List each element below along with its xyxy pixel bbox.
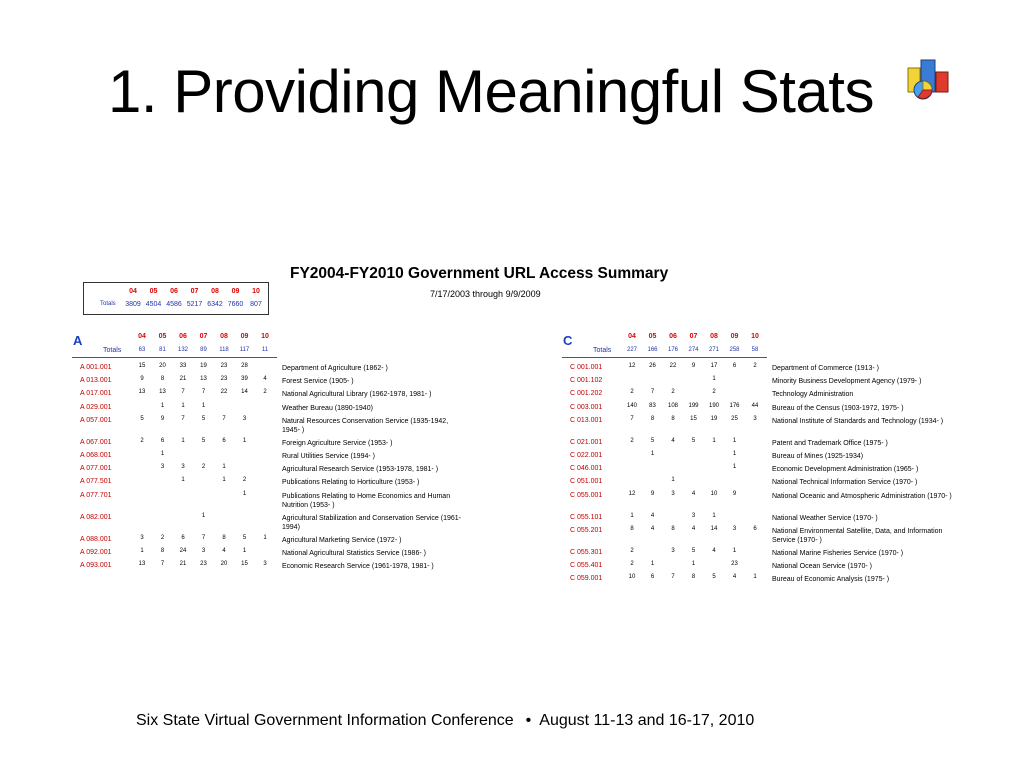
row-value: 1 <box>242 490 247 497</box>
row-value: 1 <box>712 512 716 519</box>
row-value: 28 <box>241 363 248 369</box>
row-value: 4 <box>732 574 737 581</box>
row-code: C 051.001 <box>570 478 603 486</box>
row-agency: Agricultural Stabilization and Conservation Service (1961-1994) <box>282 514 461 531</box>
row-value: 5 <box>201 437 206 444</box>
row-value: 44 <box>751 402 759 409</box>
row-value: 1 <box>263 534 267 541</box>
row-value: 7 <box>181 389 185 396</box>
row-value: 4 <box>712 547 716 554</box>
row-code: C 003.001 <box>570 403 603 411</box>
row-value: 4 <box>650 512 655 519</box>
row-value: 5 <box>650 437 655 444</box>
row-agency: National Ocean Service (1970- ) <box>772 563 872 570</box>
row-value: 7 <box>201 534 206 541</box>
row-value: 2 <box>630 561 634 567</box>
chart-logo-icon <box>906 54 956 100</box>
row-agency: Forest Service (1905- ) <box>282 378 354 386</box>
row-value: 3 <box>160 464 165 471</box>
row-agency: Weather Bureau (1890-1940) <box>282 404 373 412</box>
footer-dates: August 11-13 and 16-17, 2010 <box>539 712 755 729</box>
row-value: 3 <box>691 512 696 519</box>
row-value: 1 <box>222 464 226 471</box>
row-agency: Foreign Agriculture Service (1953- ) <box>282 439 393 447</box>
row-value: 7 <box>650 389 655 396</box>
row-value: 2 <box>242 477 247 484</box>
row-agency: National Marine Fisheries Service (1970- ) <box>772 549 904 557</box>
row-value: 8 <box>160 547 165 554</box>
row-value: 1 <box>732 547 737 554</box>
row-value: 21 <box>179 376 187 383</box>
row-value: 5 <box>201 415 206 422</box>
row-code: C 055.401 <box>570 562 603 569</box>
section-year-header: 10 <box>751 333 759 340</box>
summary-totals-label: Totals <box>100 301 116 307</box>
row-value: 3 <box>671 547 675 554</box>
section-total-value: 89 <box>200 347 207 353</box>
row-code: C 055.001 <box>570 491 603 499</box>
row-agency: National Environmental Satellite, Data, and Information Service (1970- ) <box>772 527 943 544</box>
row-value: 1 <box>650 561 655 567</box>
row-agency: Agricultural Marketing Service (1972- ) <box>282 536 402 544</box>
row-value: 9 <box>140 376 144 383</box>
row-agency: Rural Utilities Service (1994- ) <box>282 453 375 460</box>
section-totals-label: Totals <box>103 347 122 354</box>
row-value: 108 <box>667 402 678 409</box>
row-value: 1 <box>160 402 165 409</box>
row-value: 21 <box>179 561 187 567</box>
row-code: A 001.001 <box>80 364 112 371</box>
row-value: 8 <box>650 415 655 422</box>
row-value: 4 <box>691 490 696 497</box>
row-agency: National Weather Service (1970- ) <box>772 514 878 522</box>
summary-total-value: 5217 <box>186 301 203 308</box>
row-code: A 088.001 <box>80 535 112 543</box>
row-value: 9 <box>160 415 165 422</box>
section-year-header: 07 <box>689 333 698 340</box>
row-value: 1 <box>732 451 737 457</box>
summary-totals-box <box>83 282 269 315</box>
summary-year-header: 10 <box>252 288 260 295</box>
row-value: 2 <box>630 437 634 444</box>
row-value: 1 <box>753 574 757 581</box>
row-code: C 013.001 <box>570 416 603 424</box>
row-value: 1 <box>630 512 634 519</box>
row-value: 8 <box>671 415 675 422</box>
row-value: 19 <box>200 363 207 369</box>
section-year-header: 06 <box>669 333 677 340</box>
row-value: 176 <box>729 402 740 409</box>
row-agency: Publications Relating to Horticulture (1953- ) <box>282 479 420 487</box>
row-value: 3 <box>201 547 206 554</box>
section-year-header: 09 <box>240 333 249 340</box>
row-value: 1 <box>160 451 165 457</box>
row-value: 6 <box>181 534 185 541</box>
row-code: C 022.001 <box>570 452 603 459</box>
row-value: 8 <box>160 376 165 383</box>
section-letter: C <box>563 333 573 348</box>
row-agency: Agricultural Research Service (1953-1978, 1981- ) <box>282 466 439 474</box>
row-code: C 059.001 <box>570 575 603 583</box>
report-title: FY2004-FY2010 Government URL Access Summary <box>290 265 669 282</box>
row-value: 2 <box>630 389 634 396</box>
row-value: 25 <box>731 415 738 422</box>
summary-total-value: 4504 <box>145 301 162 308</box>
row-value: 3 <box>181 464 185 471</box>
row-code: A 092.001 <box>80 548 112 556</box>
section-letter: A <box>73 333 83 348</box>
row-value: 1 <box>650 451 655 457</box>
row-value: 4 <box>650 525 655 532</box>
section-year-header: 04 <box>138 333 146 340</box>
report-subtitle: 7/17/2003 through 9/9/2009 <box>430 289 541 299</box>
section-total-value: 132 <box>177 347 188 353</box>
row-agency: Bureau of Mines (1925-1934) <box>772 453 864 460</box>
row-value: 20 <box>159 363 166 369</box>
section-divider <box>72 357 277 358</box>
row-code: A 093.001 <box>80 562 112 569</box>
row-agency: Economic Development Administration (1965- ) <box>772 466 919 474</box>
section-year-header: 04 <box>628 333 636 340</box>
row-value: 6 <box>160 437 165 444</box>
row-value: 20 <box>220 561 228 567</box>
row-value: 4 <box>222 547 226 554</box>
row-value: 7 <box>201 389 206 396</box>
section-total-value: 258 <box>729 347 740 353</box>
row-code: C 046.001 <box>570 465 603 473</box>
row-agency: National Oceanic and Atmospheric Administration (1970- ) <box>772 492 952 500</box>
section-total-value: 81 <box>159 347 166 353</box>
section-total-value: 166 <box>647 347 658 353</box>
row-code: A 029.001 <box>80 403 112 411</box>
row-value: 199 <box>688 402 699 409</box>
row-value: 6 <box>753 525 757 532</box>
row-value: 3 <box>671 490 675 497</box>
row-value: 3 <box>263 561 267 567</box>
row-value: 33 <box>179 363 187 369</box>
summary-year-header: 07 <box>190 288 199 295</box>
row-value: 1 <box>712 376 716 383</box>
row-value: 7 <box>181 415 185 422</box>
row-value: 190 <box>708 402 719 409</box>
row-value: 7 <box>222 415 226 422</box>
section-total-value: 271 <box>708 347 719 353</box>
row-value: 5 <box>691 547 696 554</box>
row-value: 2 <box>201 464 206 471</box>
row-value: 1 <box>222 477 226 484</box>
row-value: 9 <box>691 363 696 369</box>
row-code: C 001.001 <box>570 364 603 371</box>
row-value: 5 <box>242 534 247 541</box>
row-value: 8 <box>630 525 634 532</box>
row-value: 3 <box>242 415 247 422</box>
row-code: C 055.301 <box>570 548 603 556</box>
row-value: 3 <box>753 415 757 422</box>
row-value: 8 <box>691 574 696 581</box>
row-value: 7 <box>630 415 634 422</box>
row-code: A 077.501 <box>80 478 112 486</box>
row-agency: National Technical Information Service (1970- ) <box>772 479 918 487</box>
section-year-header: 06 <box>179 333 187 340</box>
summary-total-value: 6342 <box>207 301 223 308</box>
footer-conference: Six State Virtual Government Information Conference <box>136 712 514 729</box>
row-value: 13 <box>200 376 207 383</box>
row-value: 14 <box>710 525 718 532</box>
row-value: 24 <box>179 547 187 554</box>
row-agency: Natural Resources Conservation Service (1935-1942, 1945- ) <box>282 417 449 434</box>
row-code: C 055.101 <box>570 513 603 521</box>
row-agency: Patent and Trademark Office (1975- ) <box>772 439 888 447</box>
row-code: A 077.001 <box>80 465 112 473</box>
row-value: 83 <box>649 402 656 409</box>
row-agency: Economic Research Service (1961-1978, 1981- ) <box>282 563 434 570</box>
section-year-header: 08 <box>710 333 718 340</box>
section-total-value: 118 <box>219 347 229 353</box>
row-code: C 001.202 <box>570 390 603 398</box>
row-value: 12 <box>628 490 636 497</box>
row-value: 4 <box>671 437 675 444</box>
row-value: 1 <box>732 464 737 471</box>
row-value: 4 <box>263 376 267 383</box>
row-value: 19 <box>710 415 718 422</box>
row-value: 2 <box>263 389 267 396</box>
summary-total-value: 4586 <box>166 301 182 308</box>
section-year-header: 07 <box>199 333 208 340</box>
row-value: 2 <box>671 389 675 396</box>
row-value: 23 <box>731 561 738 567</box>
row-value: 2 <box>630 547 634 554</box>
summary-year-header: 06 <box>170 288 178 295</box>
section-total-value: 227 <box>626 347 637 353</box>
row-value: 22 <box>220 389 228 396</box>
row-value: 15 <box>241 561 248 567</box>
row-value: 9 <box>732 490 737 497</box>
section-divider <box>562 357 767 358</box>
row-agency: Department of Agriculture (1862- ) <box>282 365 388 372</box>
row-agency: Bureau of Economic Analysis (1975- ) <box>772 576 890 584</box>
row-value: 1 <box>181 477 185 484</box>
row-value: 2 <box>712 389 716 396</box>
row-value: 7 <box>671 574 675 581</box>
row-value: 39 <box>241 376 248 383</box>
row-agency: National Institute of Standards and Technology (1934- ) <box>772 417 944 425</box>
section-year-header: 10 <box>261 333 269 340</box>
row-value: 6 <box>650 574 655 581</box>
summary-total-value: 7660 <box>227 301 244 308</box>
summary-total-value: 807 <box>250 301 262 308</box>
section-total-value: 176 <box>667 347 678 353</box>
row-value: 1 <box>181 437 185 444</box>
section-total-value: 11 <box>261 347 269 353</box>
section-total-value: 63 <box>138 347 146 353</box>
row-value: 5 <box>691 437 696 444</box>
row-value: 1 <box>242 547 247 554</box>
section-total-value: 274 <box>688 347 699 353</box>
row-value: 2 <box>140 437 144 444</box>
row-code: A 082.001 <box>80 513 112 521</box>
row-value: 15 <box>690 415 697 422</box>
row-value: 3 <box>732 525 737 532</box>
row-value: 23 <box>200 561 207 567</box>
section-year-header: 05 <box>158 333 167 340</box>
row-value: 13 <box>138 561 146 567</box>
summary-year-header: 08 <box>211 288 219 295</box>
row-value: 1 <box>671 477 675 484</box>
row-value: 1 <box>201 512 206 519</box>
section-year-header: 08 <box>220 333 228 340</box>
row-value: 4 <box>691 525 696 532</box>
row-code: A 068.001 <box>80 452 112 459</box>
slide-title: 1. Providing Meaningful Stats <box>108 58 874 125</box>
row-value: 6 <box>732 363 737 369</box>
row-value: 1 <box>140 547 144 554</box>
row-agency: Bureau of the Census (1903-1972, 1975- ) <box>772 404 904 412</box>
row-value: 1 <box>242 437 247 444</box>
row-agency: Department of Commerce (1913- ) <box>772 365 879 372</box>
row-value: 5 <box>140 415 144 422</box>
section-totals-label: Totals <box>593 347 612 354</box>
row-value: 9 <box>650 490 655 497</box>
summary-year-header: 05 <box>149 288 158 295</box>
row-code: A 057.001 <box>80 416 112 424</box>
row-value: 7 <box>160 561 165 567</box>
footer <box>136 712 754 730</box>
row-value: 3 <box>140 534 144 541</box>
row-value: 2 <box>160 534 165 541</box>
row-value: 1 <box>712 437 716 444</box>
row-agency: Publications Relating to Home Economics and Human Nutrition (1953- ) <box>282 492 451 509</box>
row-value: 10 <box>628 574 636 581</box>
row-value: 22 <box>669 363 677 369</box>
row-value: 1 <box>691 561 696 567</box>
row-value: 1 <box>732 437 737 444</box>
row-value: 10 <box>710 490 718 497</box>
row-value: 13 <box>159 389 166 396</box>
section-year-header: 09 <box>730 333 739 340</box>
row-code: A 013.001 <box>80 377 112 385</box>
row-value: 1 <box>181 402 185 409</box>
row-agency: Technology Administration <box>772 391 854 399</box>
row-value: 26 <box>649 363 656 369</box>
row-value: 15 <box>138 363 146 369</box>
row-value: 12 <box>628 363 636 369</box>
row-value: 8 <box>671 525 675 532</box>
section-total-value: 58 <box>751 347 759 353</box>
section-total-value: 117 <box>239 347 250 353</box>
row-value: 14 <box>241 389 248 396</box>
section-year-header: 05 <box>648 333 657 340</box>
row-agency: National Agricultural Library (1962-1978, 1981- ) <box>282 391 432 399</box>
row-value: 17 <box>710 363 718 369</box>
row-code: A 067.001 <box>80 438 112 446</box>
summary-total-value: 3809 <box>125 301 141 308</box>
footer-bullet: • <box>525 712 532 729</box>
row-value: 23 <box>220 363 228 369</box>
row-value: 1 <box>201 402 206 409</box>
report-image <box>70 258 970 590</box>
row-value: 2 <box>753 363 757 369</box>
row-code: C 021.001 <box>570 438 603 446</box>
row-agency: Minority Business Development Agency (1979- ) <box>772 378 922 386</box>
row-value: 6 <box>222 437 226 444</box>
row-value: 8 <box>222 534 226 541</box>
row-value: 23 <box>220 376 228 383</box>
row-agency: National Agricultural Statistics Service (1986- ) <box>282 549 426 557</box>
row-code: A 077.701 <box>80 491 112 499</box>
row-code: C 001.102 <box>570 377 603 385</box>
row-value: 5 <box>712 574 716 581</box>
row-code: A 017.001 <box>80 390 112 398</box>
summary-year-header: 09 <box>231 288 240 295</box>
summary-year-header: 04 <box>129 288 137 295</box>
row-value: 140 <box>626 402 637 409</box>
row-value: 13 <box>138 389 146 396</box>
row-code: C 055.201 <box>570 526 603 534</box>
